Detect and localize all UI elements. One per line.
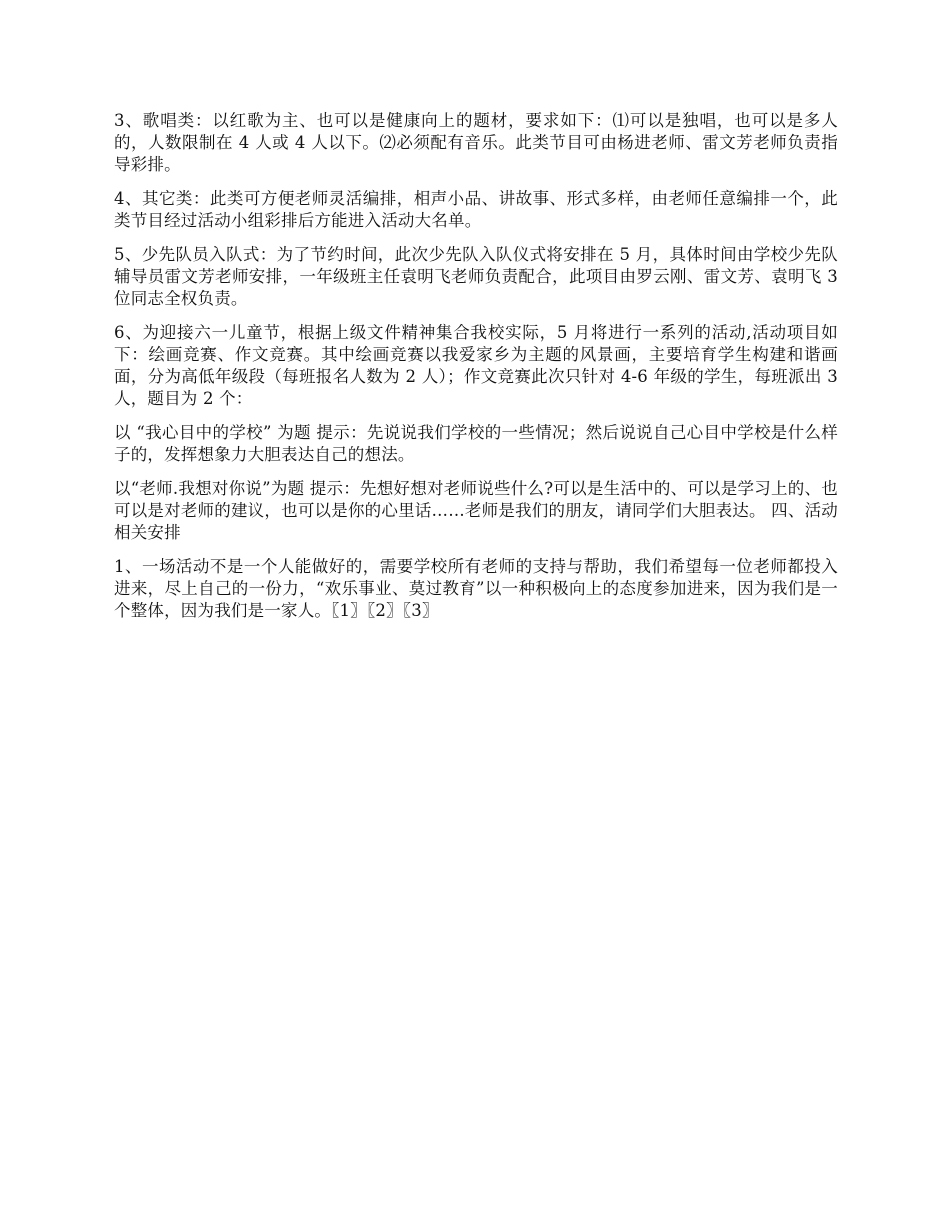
paragraph-essay-topic-2: 以“老师.我想对你说”为题 提示：先想好想对老师说些什么?可以是生活中的、可以是学习上的、也可以是对老师的建议，也可以是你的心里话……老师是我们的朋友，请同学们大胆表达。 四、活动相关安排 [114, 479, 838, 542]
paragraph-other: 4、其它类：此类可方便老师灵活编排，相声小品、讲故事、形式多样，由老师任意编排一个，此类节目经过活动小组彩排后方能进入活动大名单。 [114, 189, 838, 230]
paragraph-singing: 3、歌唱类：以红歌为主、也可以是健康向上的题材，要求如下：⑴可以是独唱，也可以是多人的，人数限制在 4 人或 4 人以下。⑵必须配有音乐。此类节目可由杨进老师、雷文芳老师负责指导彩排。 [114, 111, 838, 174]
document-body [114, 110, 838, 634]
paragraph-childrens-day: 6、为迎接六一儿童节，根据上级文件精神集合我校实际，5 月将进行一系列的活动,活动项目如下：绘画竞赛、作文竞赛。其中绘画竞赛以我爱家乡为主题的风景画，主要培育学生构建和谐画面，分为高低年级段（每班报名人数为 2 人）；作文竞赛此次只针对 4-6 年级的学生，每班派出 3 人，题目为 2 个： [114, 323, 838, 408]
paragraph-essay-topic-1: 以 “我心目中的学校” 为题 提示：先说说我们学校的一些情况；然后说说自己心目中学校是什么样子的，发挥想象力大胆表达自己的想法。 [114, 423, 838, 464]
paragraph-arrangement: 1、一场活动不是一个人能做好的，需要学校所有老师的支持与帮助，我们希望每一位老师都投入进来，尽上自己的一份力，“欢乐事业、莫过教育”以一种积极向上的态度参加进来，因为我们是一个整体，因为我们是一家人。〖1〗〖2〗〖3〗 [114, 557, 838, 620]
paragraph-young-pioneers: 5、少先队员入队式：为了节约时间，此次少先队入队仪式将安排在 5 月，具体时间由学校少先队辅导员雷文芳老师安排，一年级班主任袁明飞老师负责配合，此项目由罗云刚、雷文芳、袁明飞 3 位同志全权负责。 [114, 245, 838, 308]
